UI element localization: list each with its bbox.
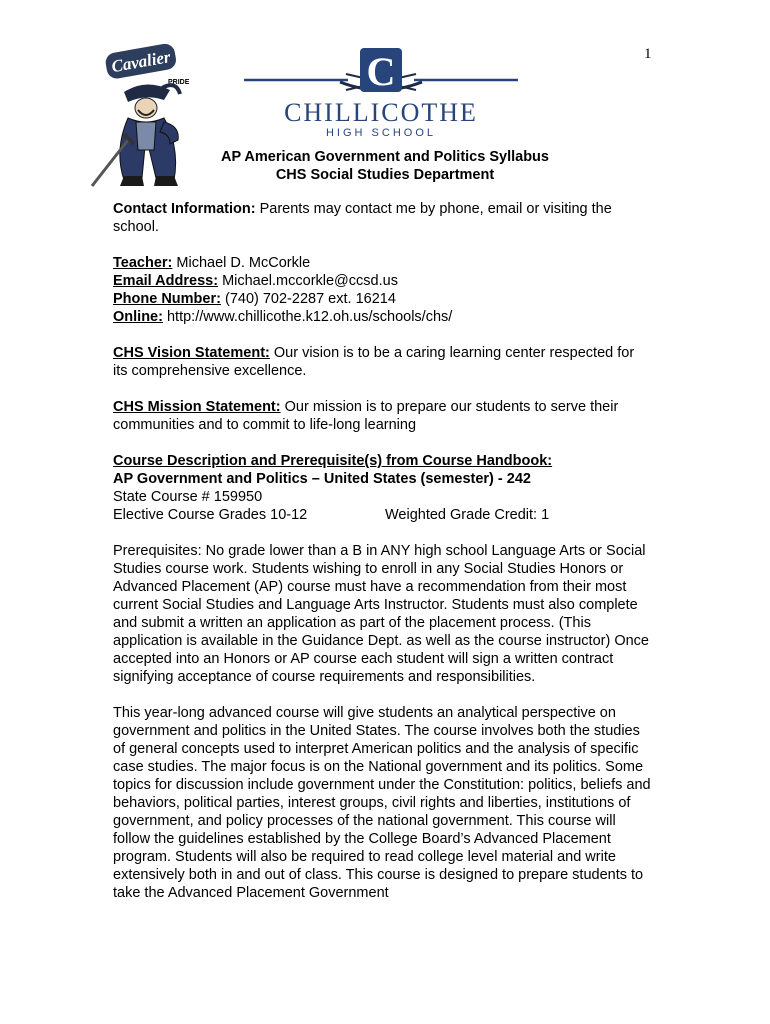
mission-text: Our mission is to prepare our students to serve their communities and to commit to life-long learning	[113, 399, 619, 433]
school-name: CHILLICOTHE	[284, 98, 478, 127]
grade-credit: Weighted Grade Credit: 1	[385, 507, 550, 523]
online-label: Online:	[113, 309, 163, 325]
title-line-1: AP American Government and Politics Syllabus	[221, 149, 549, 165]
syllabus-title	[160, 148, 610, 184]
email-label: Email Address:	[113, 273, 219, 289]
syllabus-body	[113, 200, 651, 902]
school-subtitle: HIGH SCHOOL	[325, 127, 436, 139]
email-value[interactable]: Michael.mccorkle@ccsd.us	[222, 273, 398, 289]
online-line	[113, 308, 651, 326]
title-line-2: CHS Social Studies Department	[275, 167, 495, 183]
online-link[interactable]: http://www.chillicothe.k12.oh.us/schools/chs/	[166, 309, 453, 325]
elective-grades: Elective Course Grades 10-12	[113, 507, 308, 523]
teacher-value: Michael D. McCorkle	[176, 255, 311, 271]
contact-text: Parents may contact me by phone, email or visiting the school.	[113, 201, 612, 235]
contact-paragraph	[113, 200, 651, 236]
vision-paragraph	[113, 344, 651, 380]
school-logo-letter: C	[366, 49, 396, 94]
phone-label: Phone Number:	[113, 291, 221, 307]
course-heading: Course Description and Prerequisite(s) from Course Handbook:	[113, 453, 553, 469]
contact-label: Contact Information:	[113, 201, 256, 217]
prerequisites-paragraph: Prerequisites: No grade lower than a B in ANY high school Language Arts or Social Studies course work. Students wishing to enroll in any Social Studies Honors or Advanced Placement (AP) course must have a recommendation from their most current Social Studies and Language Arts Instructor. Students must also complete and submit a written an application as part of the placement process. (This application is available in the Guidance Dept. as well as the course instructor) Once accepted into an Honors or AP course each student will sign a written contract signifying acceptance of course requirements and responsibilities.	[113, 543, 649, 685]
email-line	[113, 272, 651, 290]
teacher-label: Teacher:	[113, 255, 173, 271]
state-course: State Course # 159950	[113, 489, 263, 505]
vision-label: CHS Vision Statement:	[113, 345, 270, 361]
phone-line	[113, 290, 651, 308]
course-name: AP Government and Politics – United States (semester) - 242	[113, 471, 531, 487]
mission-label: CHS Mission Statement:	[113, 399, 281, 415]
mascot-wordmark: Cavalier	[109, 47, 172, 77]
teacher-line	[113, 254, 651, 272]
mascot-subword: PRIDE	[168, 79, 190, 86]
course-description-paragraph: This year-long advanced course will give students an analytical perspective on government and politics in the United States. The course involves both the studies of general concepts used to interpret American politics and the analysis of specific case studies. The major focus is on the National government and its politics. Some topics for discussion include government under the Constitution: politics, beliefs and behaviors, political parties, interest groups, civil rights and liberties, institutions of government, and policy processes of the national government. This course will follow the guidelines established by the College Board’s Advanced Placement program. Students will also be required to read college level material and write extensively both in and out of class. This course is designed to prepare students to take the Advanced Placement Government	[113, 705, 651, 901]
vision-text: Our vision is to be a caring learning center respected for its comprehensive excellence.	[113, 345, 635, 379]
phone-value: (740) 702-2287 ext. 16214	[224, 291, 396, 307]
mission-paragraph	[113, 398, 651, 434]
course-grades-row	[113, 506, 651, 524]
page-number: 1	[644, 46, 652, 62]
